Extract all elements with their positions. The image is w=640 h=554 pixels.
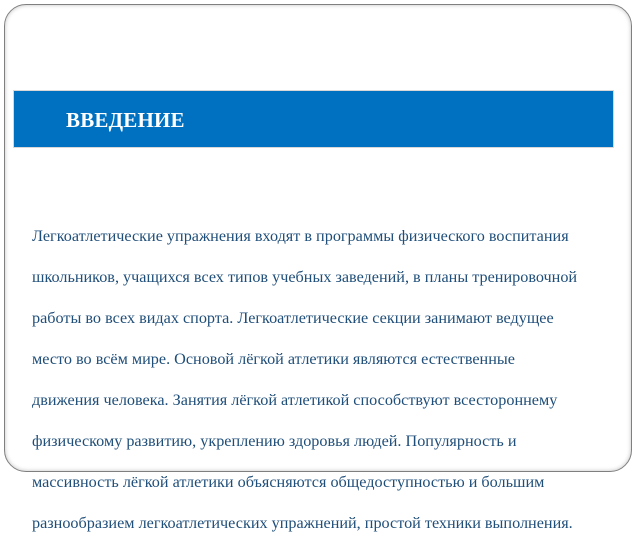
slide-title: ВВЕДЕНИЕ [66,108,185,132]
body-line: Легкоатлетические упражнения входят в программы физического воспитания [32,226,569,245]
body-line: место во всём мире. Основой лёгкой атлетики являются естественные [32,349,515,368]
body-line: движения человека. Занятия лёгкой атлетикой способствуют всестороннему [32,390,558,409]
body-line: физическому развитию, укреплению здоровья людей. Популярность и [32,431,517,450]
title-bar [13,90,614,148]
body-line: разнообразием легкоатлетических упражнений, простой техники выполнения. [32,513,573,532]
body-line: работы во всех видах спорта. Легкоатлетические секции занимают ведущее [32,308,554,327]
slide-body-text [32,205,632,554]
body-line: массивность лёгкой атлетики объясняются общедоступностью и большим [32,472,545,491]
body-line: школьников, учащихся всех типов учебных заведений, в планы тренировочной [32,267,578,286]
